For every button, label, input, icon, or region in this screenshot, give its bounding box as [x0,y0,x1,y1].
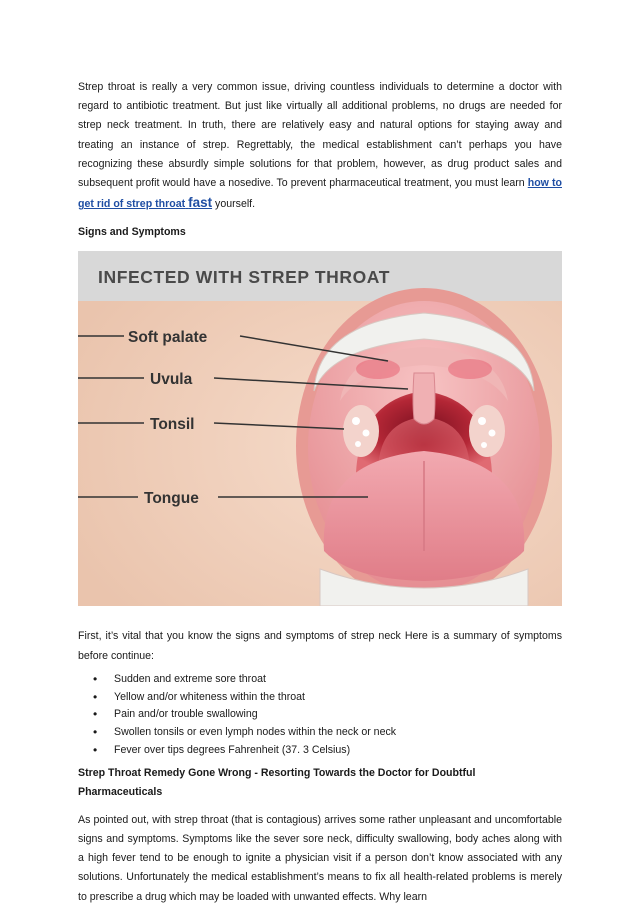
intro-text: Strep throat is really a very common issue, driving countless individuals to determine a doctor with regard to antibiotic treatment. But just like virtually all additional problems, no drugs are needed for strep neck treatment. In truth, there are relatively easy and natural options for staying away and treating an instance of strep. Regrettably, the medical establishment can’t perhaps you have recognizing these absurdly simple solutions for that problem, however, as drug product sales and subsequent profit would have a nosedive. To prevent pharmaceutical treatment, you must learn [78,81,562,190]
tonsil-spot [481,442,487,448]
label-tongue: Tongue [144,490,199,508]
list-item: • Pain and/or trouble swallowing [114,706,562,724]
tonsil-spot [489,430,496,437]
inflammation-right [448,359,492,379]
document-page [78,78,562,907]
intro-after-link: yourself. [212,198,256,211]
label-tonsil: Tonsil [150,416,195,434]
left-tonsil [343,405,379,457]
link-fast-text[interactable]: fast [188,195,213,211]
uvula [413,373,435,424]
remedy-paragraph: As pointed out, with strep throat (that is contagious) arrives some rather unpleasant and uncomfortable signs and symptoms. Symptoms like the sever sore neck, difficulty swallowing, body aches along with a high fever tend to be enough to ignite a physician visit if a person don’t know associated with any solutions. Unfortunately the medical establishment’s means to fix all health-related problems is merely to prescribe a drug which may be loaded with unwanted effects. Why learn [78,813,562,903]
link-text[interactable]: how to get rid of strep throat [78,177,562,211]
symptoms-list [78,671,562,760]
tonsil-spot [478,417,486,425]
list-item: • Sudden and extreme sore throat [114,671,562,689]
strep-throat-illustration [78,251,562,606]
throat-diagram [78,251,562,606]
tonsil-spot [363,430,370,437]
label-uvula: Uvula [150,371,193,389]
list-item: • Fever over tips degrees Fahrenheit (37. 3 Celsius) [114,742,562,760]
right-tonsil [469,405,505,457]
list-item: • Yellow and/or whiteness within the throat [114,689,562,707]
signs-symptoms-heading: Signs and Symptoms [78,226,186,239]
banner-title: INFECTED WITH STREP THROAT [98,267,391,288]
inflammation-left [356,359,400,379]
list-item: • Swollen tonsils or even lymph nodes within the neck or neck [114,724,562,742]
intro-paragraph [78,78,562,214]
symptoms-intro: First, it’s vital that you know the signs and symptoms of strep neck Here is a summary of symptoms before continue: [78,630,562,662]
tonsil-spot [355,441,361,447]
label-soft-palate: Soft palate [128,329,208,347]
remedy-heading: Strep Throat Remedy Gone Wrong - Resorting Towards the Doctor for Doubtful Pharmaceuticals [78,766,476,798]
tonsil-spot [352,417,360,425]
